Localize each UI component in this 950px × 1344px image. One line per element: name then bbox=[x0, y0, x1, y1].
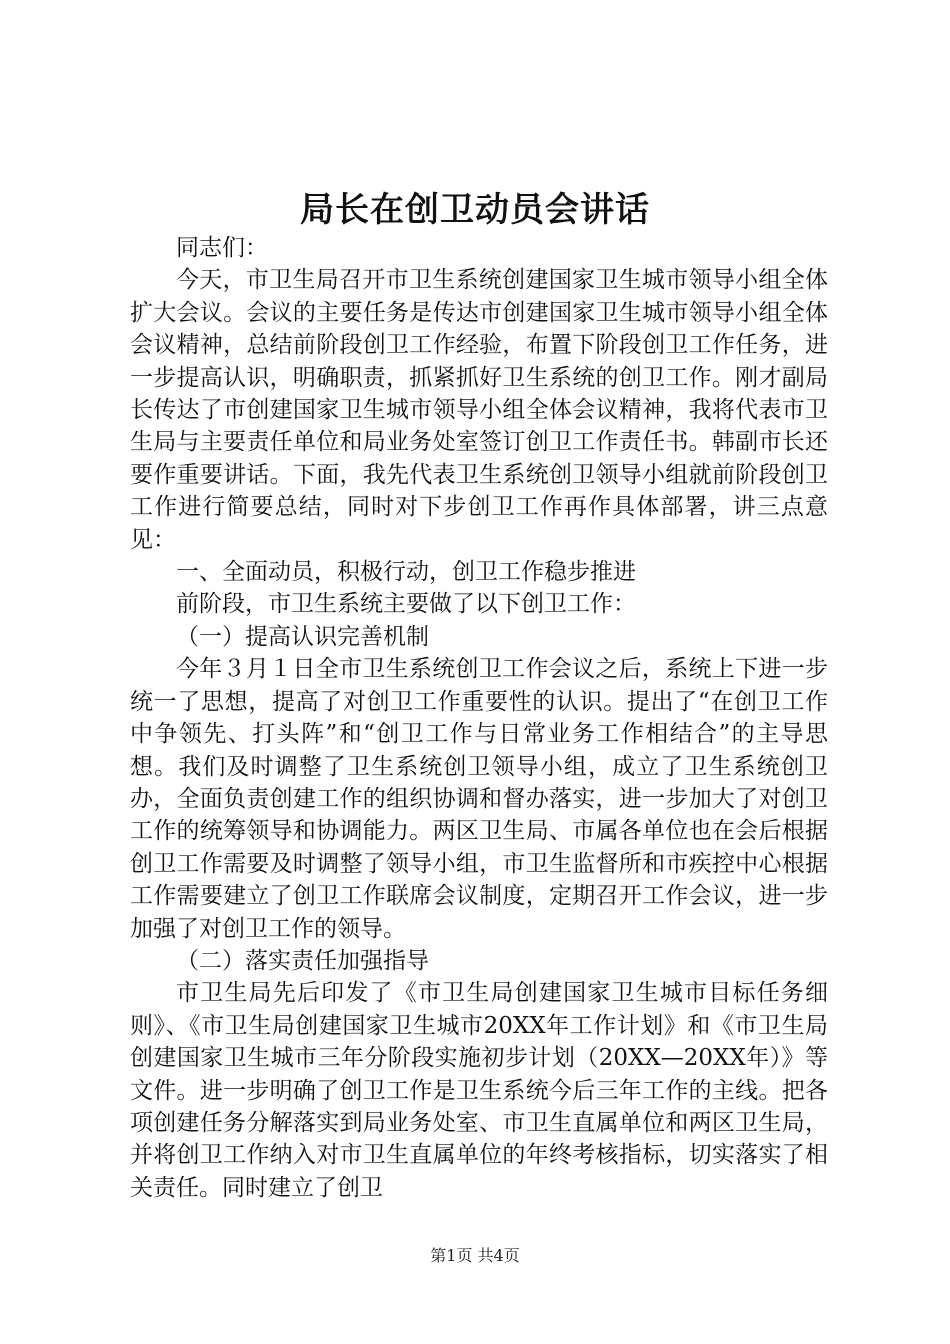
page-footer: 第1页 共4页 bbox=[430, 1246, 520, 1265]
paragraph-intro: 今天，市卫生局召开市卫生系统创建国家卫生城市领导小组全体扩大会议。会议的主要任务是传达市创建国家卫生城市领导小组全体会议精神，总结前阶段创卫工作经验，布置下阶段创卫工作任务，进一步提高认识，明确职责，抓紧抓好卫生系统的创卫工作。刚才副局长传达了市创建国家卫生城市领导小组全体会议精神，我将代表市卫生局与主要责任单位和局业务处室签订创卫工作责任书。韩副市长还要作重要讲话。下面，我先代表卫生系统创卫领导小组就前阶段创卫工作进行简要总结，同时对下步创卫工作再作具体部署，讲三点意见： bbox=[130, 267, 828, 553]
subsection-heading-1: （一）提高认识完善机制 bbox=[176, 623, 429, 650]
paragraph-responsibility: 市卫生局先后印发了《市卫生局创建国家卫生城市目标任务细则》、《市卫生局创建国家卫生城市20XX年工作计划》和《市卫生局创建国家卫生城市三年分阶段实施初步计划（20XX—20XX年）》等文件。进一步明确了创卫工作是卫生系统今后三年工作的主线。把各项创建任务分解落实到局业务处室、市卫生直属单位和两区卫生局，并将创卫工作纳入对市卫生直属单位的年终考核指标，切实落实了相关责任。同时建立了创卫 bbox=[130, 980, 828, 1201]
section-heading-1: 一、全面动员，积极行动，创卫工作稳步推进 bbox=[176, 559, 636, 586]
document-title: 局长在创卫动员会讲话 bbox=[300, 190, 650, 230]
document-body bbox=[130, 232, 828, 1204]
subsection-heading-2: （二）落实责任加强指导 bbox=[176, 947, 429, 974]
salutation: 同志们： bbox=[176, 235, 268, 261]
paragraph-awareness: 今年３月１日全市卫生系统创卫工作会议之后，系统上下进一步统一了思想，提高了对创卫工作重要性的认识。提出了“在创卫工作中争领先、打头阵”和“创卫工作与日常业务工作相结合”的主导思想。我们及时调整了卫生系统创卫领导小组，成立了卫生系统创卫办，全面负责创建工作的组织协调和督办落实，进一步加大了对创卫工作的统筹领导和协调能力。两区卫生局、市属各单位也在会后根据创卫工作需要及时调整了领导小组，市卫生监督所和市疾控中心根据工作需要建立了创卫工作联席会议制度，定期召开工作会议，进一步加强了对创卫工作的领导。 bbox=[130, 656, 828, 942]
paragraph-summary: 前阶段，市卫生系统主要做了以下创卫工作： bbox=[176, 591, 636, 618]
